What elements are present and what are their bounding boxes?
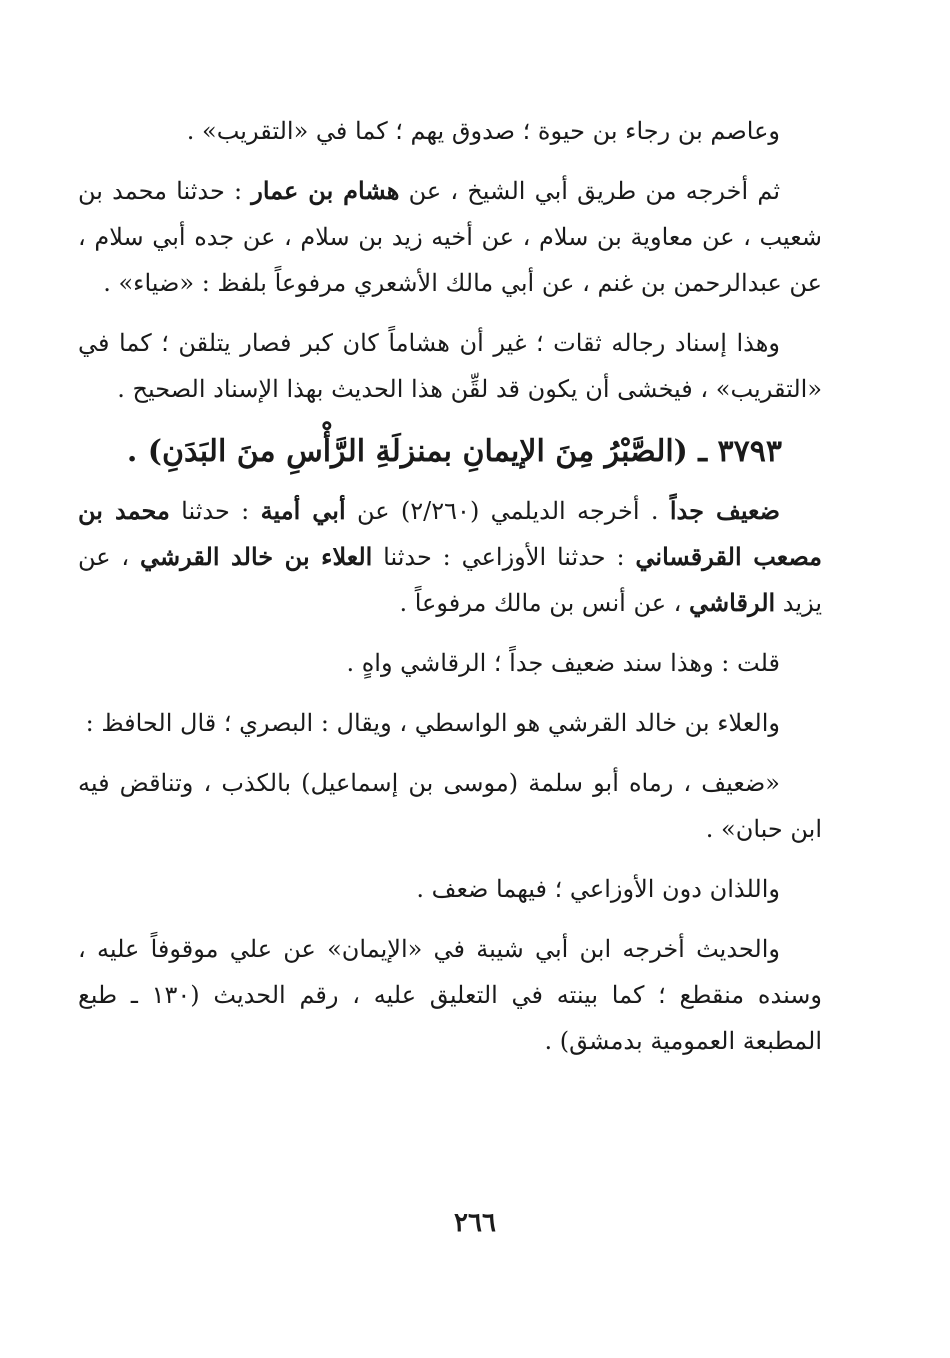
text: وعاصم بن رجاء بن حيوة ؛ صدوق يهم ؛ كما في «التقريب» . <box>186 117 780 145</box>
narrator-name: أبي أمية <box>260 496 346 525</box>
paragraph-isnad-comment <box>78 320 822 412</box>
text: «ضعيف ، رماه أبو سلمة (موسى بن إسماعيل) بالكذب ، وتناقض فيه ابن حبان» . <box>78 769 822 843</box>
paragraph-qultu <box>78 640 822 686</box>
page-number: ٢٦٦ <box>454 1208 496 1238</box>
paragraph-alaa <box>78 700 822 746</box>
paragraph-hafiz-quote <box>78 760 822 852</box>
text: ، عن يزيد <box>78 543 822 617</box>
text: . أخرجه الديلمي (٢/٢٦٠) عن <box>345 497 670 525</box>
paragraph-ibn-abi-shaybah <box>78 926 822 1064</box>
paragraph-awzai <box>78 866 822 912</box>
paragraph-grading <box>78 488 822 626</box>
text: : حدثنا محمد بن شعيب ، عن معاوية بن سلام ، عن أخيه زيد بن سلام ، عن جده أبي سلام ، عن عبدالرحمن بن غنم ، عن أبي مالك الأشعري مرفوعاً بلفظ : «ضياء» . <box>78 177 822 297</box>
narrator-name: هشام بن عمار <box>251 176 400 205</box>
page-body <box>78 108 822 1078</box>
hadith-heading: ٣٧٩٣ ـ (الصَّبْرُ مِنَ الإيمانِ بمنزلَةِ الرَّأْسِ منَ البَدَنِ) . <box>126 434 782 469</box>
text: ، عن أنس بن مالك مرفوعاً . <box>399 589 690 617</box>
text: : حدثنا <box>169 497 261 525</box>
narrator-name: العلاء بن خالد القرشي <box>140 542 373 571</box>
narrator-name: الرقاشي <box>689 588 776 617</box>
narrator-name: محمد بن مصعب القرقساني <box>78 496 823 571</box>
paragraph-abu-sheikh-chain <box>78 168 822 306</box>
text: : حدثنا الأوزاعي : حدثنا <box>372 543 636 571</box>
text: وهذا إسناد رجاله ثقات ؛ غير أن هشاماً كان كبر فصار يتلقن ؛ كما في «التقريب» ، فيخشى أن يكون قد لقِّن هذا الحديث بهذا الإسناد الصحيح . <box>78 329 822 403</box>
text: ثم أخرجه من طريق أبي الشيخ ، عن <box>399 177 780 205</box>
text: والحديث أخرجه ابن أبي شيبة في «الإيمان» عن علي موقوفاً عليه ، وسنده منقطع ؛ كما بينته في التعليق عليه ، رقم الحديث (١٣٠ ـ طبع المطبعة العمومية بدمشق) . <box>78 935 823 1055</box>
text: والعلاء بن خالد القرشي هو الواسطي ، ويقال : البصري ؛ قال الحافظ : <box>85 709 780 737</box>
paragraph-asim <box>78 108 822 154</box>
text: واللذان دون الأوزاعي ؛ فيهما ضعف . <box>416 875 780 903</box>
grading: ضعيف جداً <box>669 496 781 525</box>
text: قلت : وهذا سند ضعيف جداً ؛ الرقاشي واهٍ . <box>346 649 780 677</box>
